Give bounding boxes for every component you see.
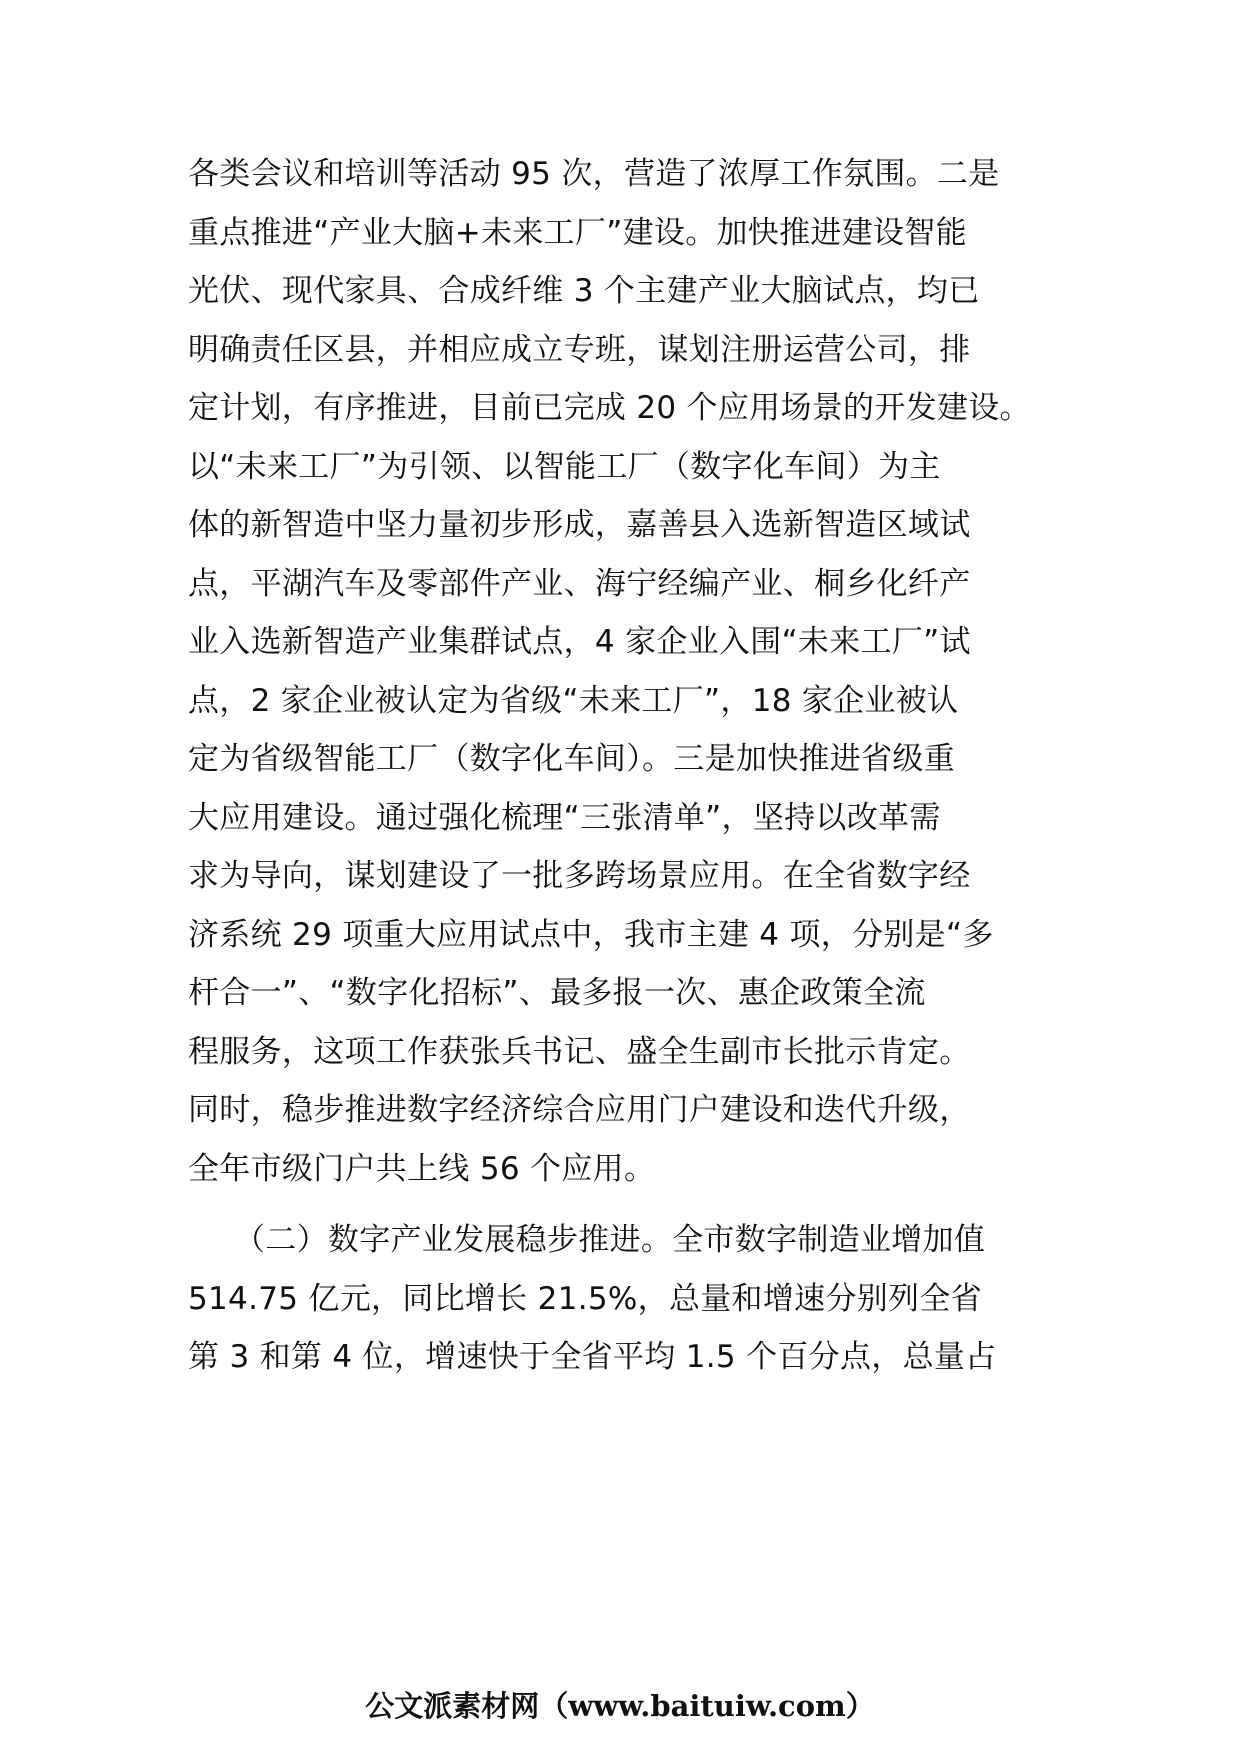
paragraph-2-line-2: 514.75 亿元，同比增长 21.5%，总量和增速分别列全省: [188, 1281, 982, 1317]
paragraph-1-line-1: 各类会议和培训等活动 95 次，营造了浓厚工作氛围。二是: [188, 156, 1000, 192]
paragraph-1-line-2: 重点推进“产业大脑+未来工厂”建设。加快推进建设智能: [188, 215, 967, 251]
paragraph-1-line-8: 点，平湖汽车及零部件产业、海宁经编产业、桐乡化纤产: [188, 566, 971, 602]
paragraph-1-line-13: 求为导向，谋划建设了一批多跨场景应用。在全省数字经: [188, 858, 971, 894]
paragraph-1-line-6: 以“未来工厂”为引领、以智能工厂（数字化车间）为主: [188, 449, 941, 485]
paragraph-2-line-1: （二）数字产业发展稳步推进。全市数字制造业增加值: [234, 1222, 986, 1258]
paragraph-1-line-18: 全年市级门户共上线 56 个应用。: [188, 1151, 656, 1187]
paragraph-1-line-4: 明确责任区县，并相应成立专班，谋划注册运营公司，排: [188, 332, 971, 368]
paragraph-1-line-3: 光伏、现代家具、合成纤维 3 个主建产业大脑试点，均已: [188, 273, 980, 309]
paragraph-2-line-3: 第 3 和第 4 位，增速快于全省平均 1.5 个百分点，总量占: [188, 1339, 997, 1375]
paragraph-1-line-7: 体的新智造中坚力量初步形成，嘉善县入选新智造区域试: [188, 507, 971, 543]
paragraph-1-line-16: 程服务，这项工作获张兵书记、盛全生副市长批示肯定。: [188, 1034, 971, 1070]
paragraph-1-line-11: 定为省级智能工厂（数字化车间）。三是加快推进省级重: [188, 741, 955, 777]
paragraph-1-line-15: 杆合一”、“数字化招标”、最多报一次、惠企政策全流: [188, 975, 926, 1011]
paragraph-1-line-12: 大应用建设。通过强化梳理“三张清单”，坚持以改革需: [188, 800, 941, 836]
paragraph-1-line-14: 济系统 29 项重大应用试点中，我市主建 4 项，分别是“多: [188, 917, 994, 953]
paragraph-1-line-9: 业入选新智造产业集群试点，4 家企业入围“未来工厂”试: [188, 624, 971, 660]
paragraph-1-line-5: 定计划，有序推进，目前已完成 20 个应用场景的开发建设。: [188, 390, 1031, 426]
footer-watermark: 公文派素材网（www.baituiw.com）: [365, 1689, 875, 1723]
paragraph-1-line-10: 点，2 家企业被认定为省级“未来工厂”，18 家企业被认: [188, 683, 959, 719]
paragraph-1-line-17: 同时，稳步推进数字经济综合应用门户建设和迭代升级，: [188, 1092, 971, 1128]
